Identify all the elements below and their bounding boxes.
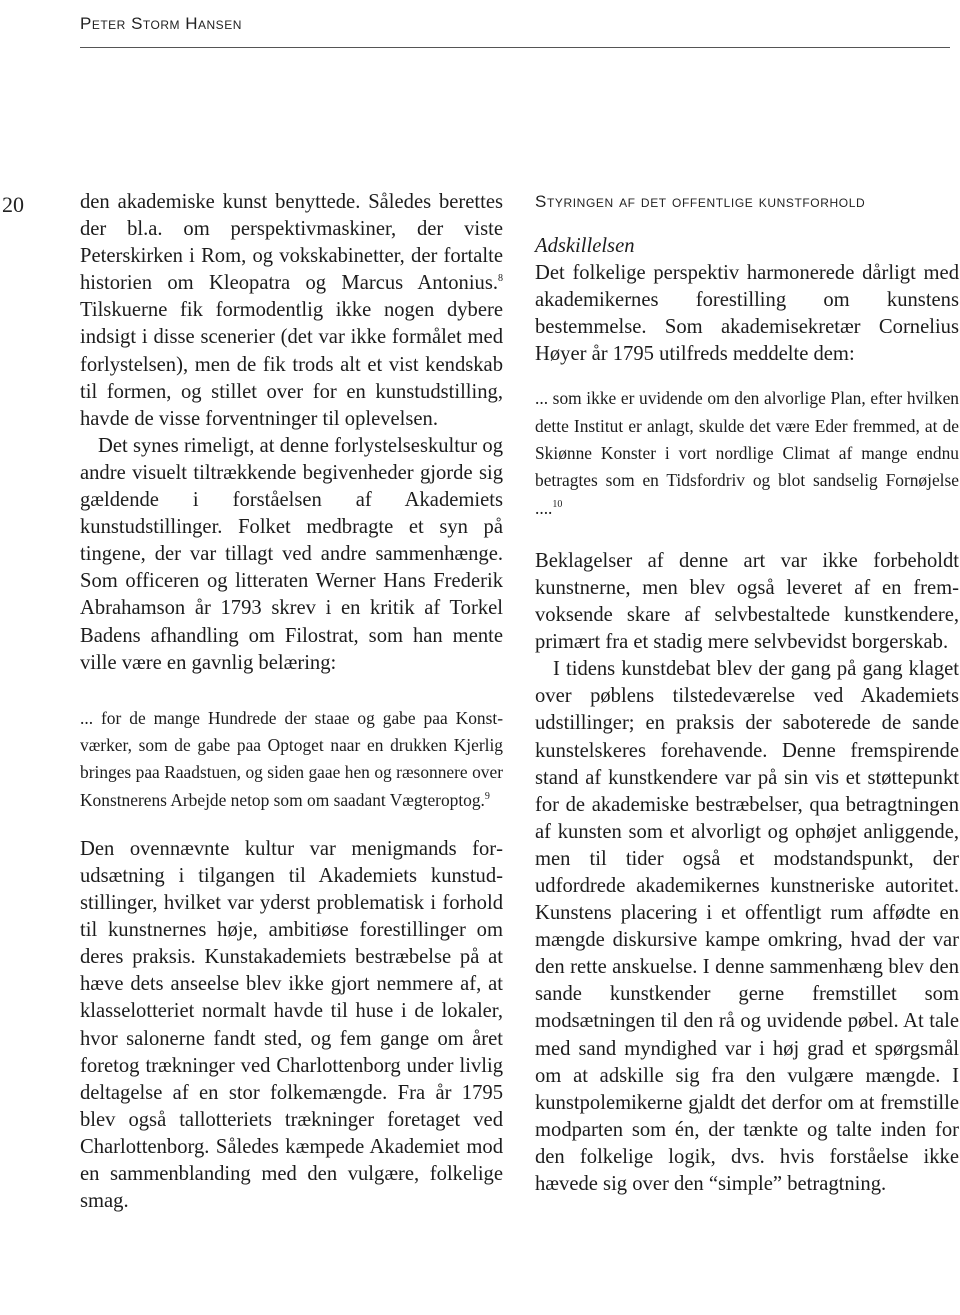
running-head: Peter Storm Hansen [80, 14, 242, 33]
section-title: Styringen af det offentlige kunstforhold [535, 192, 866, 211]
block-quote [535, 385, 959, 521]
block-quote [80, 705, 503, 814]
footnote-ref: 8 [498, 273, 503, 285]
quote-text: ... for de mange Hundrede der staae og gabe paa Konst-værker, som de gabe paa Optoget naar en drukken Kjerlig bringes paa Raadstuen, og siden gaae hen og ræsonnere over Konstnerens Arbejde netop som om saadant Vægteroptog. [80, 707, 503, 810]
paragraph-text: den akademiske kunst benyttede. Således berettes der bl.a. om perspektivmaskiner, der viste Peterskirken i Rom, og vokskabinetter, der fortalte historien om Kleopatra og Marcus Antonius. [80, 191, 503, 295]
paragraph: Beklagelser af denne art var ikke forbeholdt kunstnerne, men blev også leveret af en fremvoksende skare af selvbestaltede kunstkendere, primært fra et stadig mere selvbevidst borgerskab. [535, 549, 959, 654]
subheading: Adskillelsen [535, 235, 635, 257]
page-number: 20 [2, 192, 24, 217]
paragraph: Det folkelige perspektiv harmonerede dårligt med akademikernes forestilling om kunstens bestemmelse. Som akademisekretær Cornelius Høyer år 1795 utilfreds meddelte dem: [535, 262, 959, 366]
footnote-ref: 10 [552, 498, 563, 510]
paragraph-text: Tilskuerne fik formodentlig ikke nogen dybere indsigt i disse scenerier (det var ikke formålet med forlystelsen), men de fik trods alt et vist kendskab til formen, og stillet over for en kunstudstilling, havde de visse forventninger til oplevelsen. [80, 299, 503, 430]
left-column [80, 189, 503, 1215]
paragraph: Det synes rimeligt, at denne forlystelseskultur og andre visuelt tiltrækkende begivenheder gjorde sig gældende i forståelsen af Akademiets kunstudstillinger. Folket medbragte et syn på tingene, der var tillagt ved andre sammenhænge. Som officeren og litteraten Werner Hans Frederik Abrahamson år 1793 skrev i en kritik af Torkel Badens afhandling om Filostrat, som han mente ville være en gavnlig belæring: [80, 434, 503, 674]
paragraph [80, 189, 503, 433]
header-rule [80, 47, 950, 48]
right-column [535, 189, 959, 1198]
footnote-ref: 9 [484, 790, 490, 802]
quote-text: ... som ikke er uvidende om den alvorlige Plan, efter hvilken dette Institut er anlagt, skulde det være Eder fremmed, at de Skiønne Konster i vort nordlige Climat af mange endnu betragtes som en Tidsfordriv og blot sandselig Fornøjelse .... [535, 388, 959, 518]
paragraph: Den ovennævnte kultur var menigmands forudsætning i tilgangen til Akademiets kunstudstillinger, hvilket var yderst problematisk i forhold til kunstnernes høje, ambitiøse forestillinger om deres praksis. Kunstakademiets bestræbelse på at hæve dets anseelse blev ikke gjort nemmere af, at klasselotteriet normalt havde til huse i de lokaler, hvor salonerne fandt sted, og fem gange om året foretog trækninger ved Charlottenborg under livlig deltagelse af en stor folkemængde. Fra år 1795 blev også tallotteriets trækninger foretaget ved Charlottenborg. Således kæmpede Akademiet mod en sammenblanding med den vulgære, folkelige smag. [80, 837, 503, 1213]
paragraph: I tidens kunstdebat blev der gang på gang klaget over pøblens tilstedeværelse ved Akademiets udstillinger; en praksis der saboterede de sande kunstelskeres forehavende. Denne fremspirende stand af kunstkendere var på sin vis et støttepunkt for de akademiske bestræbelser, qua betragtningen af kunsten som et alvorligt og ophøjet anliggende, men til tider også et modstandspunkt, der udfordrede akademikernes kunstneriske autoritet. Kunstens placering i et offentligt rum affødte en mængde diskursive kampe omkring, hvad der var den rette anskuelse. I denne sammenhæng blev den sande kunstkender gerne fremstillet som modsætningen til den rå og uvidende pøbel. At tale med sand myndighed var i høj grad et spørgsmål om at adskille sig fra den vulgære mængde. I kunstpolemikerne gjaldt det derfor om at fremstille modparten som én, der tænkte og talte inden for den folkelige logik, dvs. hvis forståelse ikke hævede sig over den “simple” betragtning. [535, 658, 959, 1196]
